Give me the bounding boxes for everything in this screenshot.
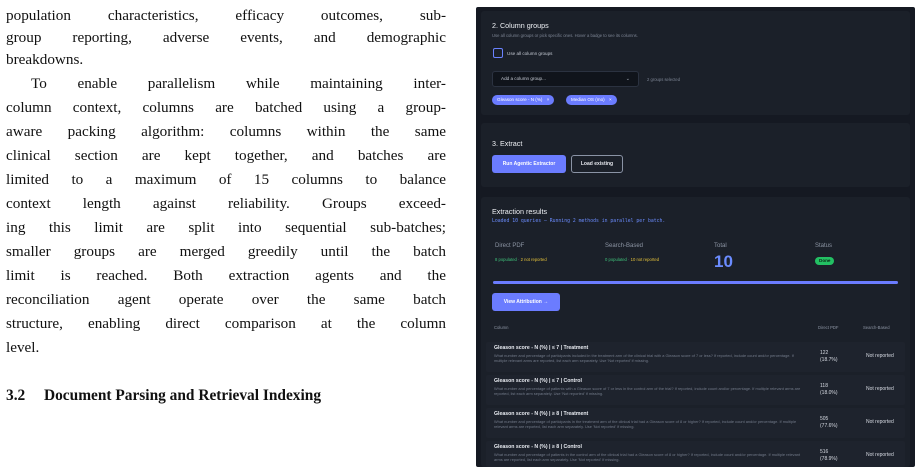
populated-count: 0 populated <box>605 257 627 262</box>
stat-total-value: 10 <box>714 252 733 271</box>
paper-line: breakdowns. <box>6 51 84 68</box>
row-description: What number and percentage of patients in the control arm of the clinical trial had a Gleason score of 8 or higher? If reported, include count and/or percentage. If multiple relevant arms are reported, list each arm separately. Use 'Not reported' if missing. <box>494 452 801 462</box>
section-title: Document Parsing and Retrieval Indexing <box>44 387 322 404</box>
row-title: Gleason score - N (%) | ≤ 7 | Treatment <box>494 345 589 351</box>
pdf-percent: (18.7%) <box>820 357 838 363</box>
progress-fill <box>493 281 898 284</box>
stat-total-label: Total <box>714 243 727 249</box>
row-title: Gleason score - N (%) | ≥ 8 | Treatment <box>494 411 589 417</box>
row-description: What number and percentage of patients with a Gleason score of 7 or less in the control arm of the trial? If reported, include count and/or percentage. If multiple relevant arms are reported, list each arm separately. Use 'Not reported' if missing. <box>494 386 801 396</box>
column-header-search-based: Search-Based <box>863 325 890 330</box>
results-status-line: Loaded 10 queries — Running 2 methods in parallel per batch. <box>492 219 666 224</box>
paper-line: structure, enabling direct comparison at the column <box>6 315 446 332</box>
row-description: What number and percentage of participants included in the treatment arm of the clinical trial with a Gleason score of 7 or less? If reported, include count and/or percentage. If multiple relevant arms are reported, list each arm separately. Use 'Not reported' if missing. <box>494 353 794 363</box>
paper-line: limited to a maximum of 15 columns to balance <box>6 171 446 188</box>
chip-gleason-score[interactable] <box>492 95 554 105</box>
row-direct-pdf-value <box>820 350 850 364</box>
pdf-count: 505 <box>820 416 829 422</box>
paper-line: aware packing algorithm: columns within the same <box>6 123 446 140</box>
paper-line: context length against reliability. Groups exceed- <box>6 195 446 212</box>
table-row[interactable] <box>486 441 905 467</box>
table-row[interactable] <box>486 375 905 405</box>
close-icon[interactable]: × <box>608 97 612 102</box>
paper-line: group reporting, adverse events, and demographic <box>6 29 446 46</box>
chip-label: Median OS (mo) <box>571 97 605 102</box>
row-direct-pdf-value <box>820 383 850 397</box>
separator: · <box>626 257 631 262</box>
column-groups-title: 2. Column groups <box>492 21 549 30</box>
stat-search-based-label: Search-Based <box>605 243 644 249</box>
row-search-based-value: Not reported <box>866 386 894 392</box>
table-row[interactable] <box>486 342 905 372</box>
status-badge: Done <box>815 257 834 265</box>
extract-panel <box>481 123 910 187</box>
pdf-percent: (18.0%) <box>820 390 838 396</box>
row-title: Gleason score - N (%) | ≤ 7 | Control <box>494 378 582 384</box>
stat-direct-pdf-label: Direct PDF <box>495 243 525 249</box>
not-reported-count: 10 not reported <box>630 257 660 262</box>
row-direct-pdf-value <box>820 449 850 463</box>
paper-line: reconciliation agent operate over the same batch <box>6 291 446 308</box>
paper-line: To enable parallelism while maintaining inter- <box>31 75 446 92</box>
run-extractor-button[interactable]: Run Agentic Extractor <box>492 155 566 173</box>
row-title: Gleason score - N (%) | ≥ 8 | Control <box>494 444 582 450</box>
pdf-count: 118 <box>820 383 828 389</box>
results-panel <box>481 197 910 467</box>
results-title: Extraction results <box>492 207 548 216</box>
pdf-percent: (77.6%) <box>820 423 838 429</box>
row-search-based-value: Not reported <box>866 452 894 458</box>
column-header-column: Column <box>494 325 509 330</box>
progress-bar <box>493 281 898 284</box>
row-description: What number and percentage of participants in the treatment arm of the clinical trial had a Gleason score of 8 or higher? If reported, include count and/or percentage. If multiple relevant arms are reported, list each arm separately. Use 'Not reported' if missing. <box>494 419 797 429</box>
close-icon[interactable]: × <box>546 97 550 102</box>
table-row[interactable] <box>486 408 905 438</box>
column-group-select[interactable] <box>492 71 639 87</box>
row-direct-pdf-value <box>820 416 850 430</box>
load-existing-button[interactable]: Load existing <box>571 155 623 173</box>
select-placeholder: Add a column group... <box>501 76 546 81</box>
view-attribution-button[interactable]: View Attribution → <box>492 293 560 311</box>
column-header-direct-pdf: Direct PDF <box>818 325 839 330</box>
stat-status-label: Status <box>815 243 833 249</box>
pdf-count: 516 <box>820 449 829 455</box>
chip-label: Gleason score - N (%) <box>497 97 543 102</box>
section-heading <box>6 386 448 406</box>
use-all-checkbox[interactable] <box>493 48 503 58</box>
paper-line: column context, columns are batched using a group- <box>6 99 446 116</box>
chevron-down-icon: ⌄ <box>625 76 630 82</box>
extract-title: 3. Extract <box>492 139 523 148</box>
chip-median-os[interactable] <box>566 95 617 105</box>
column-groups-description: Use all column groups or pick specific ones. Hover a badge to see its columns. <box>492 33 638 38</box>
populated-count: 8 populated <box>495 257 517 262</box>
row-search-based-value: Not reported <box>866 353 894 359</box>
pdf-percent: (78.9%) <box>820 456 838 462</box>
row-search-based-value: Not reported <box>866 419 894 425</box>
stat-direct-pdf-sub <box>495 257 547 262</box>
paper-line: clinical section are kept together, and batches are <box>6 147 446 164</box>
not-reported-count: 2 not reported <box>520 257 547 262</box>
paper-line: level. <box>6 339 40 356</box>
stat-search-based-sub <box>605 257 659 262</box>
app-screenshot <box>476 7 915 467</box>
separator: · <box>516 257 521 262</box>
column-groups-panel <box>481 11 910 115</box>
use-all-label: Use all column groups <box>507 51 553 56</box>
paper-line: population characteristics, efficacy outcomes, sub- <box>6 7 446 24</box>
paper-line: ing this limit are split into sequential sub-batches; <box>6 219 446 236</box>
selected-count: 2 groups selected <box>647 77 681 82</box>
paper-line: smaller groups are merged greedily until the batch <box>6 243 446 260</box>
paper-line: limit is reached. Both extraction agents and the <box>6 267 446 284</box>
pdf-count: 122 <box>820 350 829 356</box>
section-number: 3.2 <box>6 387 26 404</box>
